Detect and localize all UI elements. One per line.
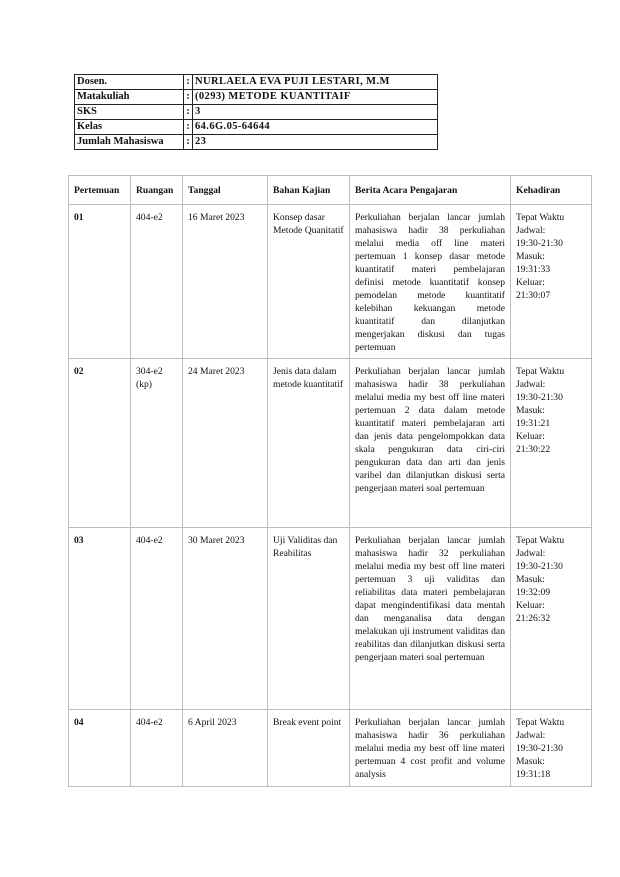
table-row xyxy=(69,205,592,359)
kehadiran-jadwal-label: Jadwal: xyxy=(516,730,546,741)
info-row-jumlah-mahasiswa xyxy=(75,135,438,150)
info-separator: : xyxy=(184,75,193,90)
kehadiran-jadwal-value: 19:30-21:30 xyxy=(516,561,563,572)
cell-tanggal: 24 Maret 2023 xyxy=(183,359,268,528)
kehadiran-jadwal-value: 19:30-21:30 xyxy=(516,238,563,249)
cell-kehadiran xyxy=(511,359,592,528)
info-label: Dosen. xyxy=(75,75,184,90)
kehadiran-jadwal-label: Jadwal: xyxy=(516,379,546,390)
info-row-kelas xyxy=(75,120,438,135)
cell-berita-acara: Perkuliahan berjalan lancar jumlah mahasiswa hadir 38 perkuliahan melalui media my best off line materi pertemuan 2 data dalam metode kuantitatif materi pembelajaran arti dan jenis data pengelompokkan data skala pengukuran data ciri-ciri pengukuran data dan arti dan jenis varibel dan dilanjutkan diskusi serta pengerjaan materi soal pertemuan xyxy=(350,359,511,528)
kehadiran-masuk-value: 19:31:33 xyxy=(516,264,551,275)
cell-kehadiran xyxy=(511,710,592,787)
cell-ruangan: 404-e2 xyxy=(131,528,183,710)
table-row xyxy=(69,359,592,528)
info-separator: : xyxy=(184,90,193,105)
header-bahan-kajian: Bahan Kajian xyxy=(268,176,350,205)
kehadiran-masuk-label: Masuk: xyxy=(516,756,545,767)
kehadiran-masuk-label: Masuk: xyxy=(516,251,545,262)
header-ruangan: Ruangan xyxy=(131,176,183,205)
cell-kehadiran xyxy=(511,205,592,359)
cell-tanggal: 30 Maret 2023 xyxy=(183,528,268,710)
cell-ruangan: 404-e2 xyxy=(131,710,183,787)
kehadiran-keluar-label: Keluar: xyxy=(516,600,545,611)
info-value: (0293) METODE KUANTITAIF xyxy=(193,90,438,105)
teaching-record-table xyxy=(68,175,592,787)
info-separator: : xyxy=(184,120,193,135)
cell-pertemuan: 04 xyxy=(69,710,131,787)
kehadiran-masuk-label: Masuk: xyxy=(516,405,545,416)
kehadiran-status: Tepat Waktu xyxy=(516,535,565,546)
info-label: Kelas xyxy=(75,120,184,135)
cell-tanggal: 16 Maret 2023 xyxy=(183,205,268,359)
cell-bahan-kajian: Break event point xyxy=(268,710,350,787)
kehadiran-keluar-value: 21:26:32 xyxy=(516,613,551,624)
cell-pertemuan: 02 xyxy=(69,359,131,528)
info-value: 3 xyxy=(193,105,438,120)
kehadiran-jadwal-label: Jadwal: xyxy=(516,548,546,559)
header-berita-acara: Berita Acara Pengajaran xyxy=(350,176,511,205)
cell-berita-acara: Perkuliahan berjalan lancar jumlah mahasiswa hadir 32 perkuliahan melalui media my best off line materi pertemuan 3 uji validitas dan reliabilitas data materi pembelajaran dapat mengindentifikasi data mentah dan menganalisa data dengan melakukan uji instrument validitas dan reabilitas dan dilanjutkan diskusi serta pengerjaan materi soal pertemuan xyxy=(350,528,511,710)
kehadiran-keluar-label: Keluar: xyxy=(516,277,545,288)
kehadiran-jadwal-value: 19:30-21:30 xyxy=(516,392,563,403)
cell-berita-acara: Perkuliahan berjalan lancar jumlah mahasiswa hadir 38 perkuliahan melalui media off line materi pertemuan 1 konsep dasar metode kuantitatif materi pembelajaran definisi metode kuantitatif konsep pemodelan metode kuantitatif kelebihan kekuangan metode kuantitatif dan dilanjutkan mengerjakan diskusi dan tugas pertemuan xyxy=(350,205,511,359)
kehadiran-status: Tepat Waktu xyxy=(516,212,565,223)
cell-bahan-kajian: Jenis data dalam metode kuantitatif xyxy=(268,359,350,528)
info-row-dosen xyxy=(75,75,438,90)
kehadiran-jadwal-value: 19:30-21:30 xyxy=(516,743,563,754)
cell-kehadiran xyxy=(511,528,592,710)
table-header-row xyxy=(69,176,592,205)
kehadiran-keluar-label: Keluar: xyxy=(516,431,545,442)
cell-bahan-kajian: Konsep dasar Metode Quanitatif xyxy=(268,205,350,359)
cell-ruangan: 304-e2 (kp) xyxy=(131,359,183,528)
kehadiran-jadwal-label: Jadwal: xyxy=(516,225,546,236)
info-value: 64.6G.05-64644 xyxy=(193,120,438,135)
info-label: Matakuliah xyxy=(75,90,184,105)
cell-ruangan: 404-e2 xyxy=(131,205,183,359)
cell-berita-acara: Perkuliahan berjalan lancar jumlah mahasiswa hadir 36 perkuliahan melalui media my best off line materi pertemuan 4 cost profit and volume analysis xyxy=(350,710,511,787)
cell-bahan-kajian: Uji Validitas dan Reabilitas xyxy=(268,528,350,710)
kehadiran-masuk-value: 19:32:09 xyxy=(516,587,551,598)
kehadiran-status: Tepat Waktu xyxy=(516,717,565,728)
kehadiran-keluar-value: 21:30:07 xyxy=(516,290,551,301)
kehadiran-masuk-value: 19:31:21 xyxy=(516,418,551,429)
table-row xyxy=(69,528,592,710)
header-pertemuan: Pertemuan xyxy=(69,176,131,205)
kehadiran-status: Tepat Waktu xyxy=(516,366,565,377)
info-value: 23 xyxy=(193,135,438,150)
kehadiran-masuk-label: Masuk: xyxy=(516,574,545,585)
info-value: NURLAELA EVA PUJI LESTARI, M.M xyxy=(193,75,438,90)
header-tanggal: Tanggal xyxy=(183,176,268,205)
info-separator: : xyxy=(184,105,193,120)
kehadiran-keluar-value: 21:30:22 xyxy=(516,444,551,455)
info-label: Jumlah Mahasiswa xyxy=(75,135,184,150)
cell-pertemuan: 03 xyxy=(69,528,131,710)
info-separator: : xyxy=(184,135,193,150)
kehadiran-masuk-value: 19:31:18 xyxy=(516,769,551,780)
cell-tanggal: 6 April 2023 xyxy=(183,710,268,787)
header-kehadiran: Kehadiran xyxy=(511,176,592,205)
cell-pertemuan: 01 xyxy=(69,205,131,359)
info-row-matakuliah xyxy=(75,90,438,105)
info-label: SKS xyxy=(75,105,184,120)
course-info-table xyxy=(74,74,438,150)
table-row xyxy=(69,710,592,787)
info-row-sks xyxy=(75,105,438,120)
